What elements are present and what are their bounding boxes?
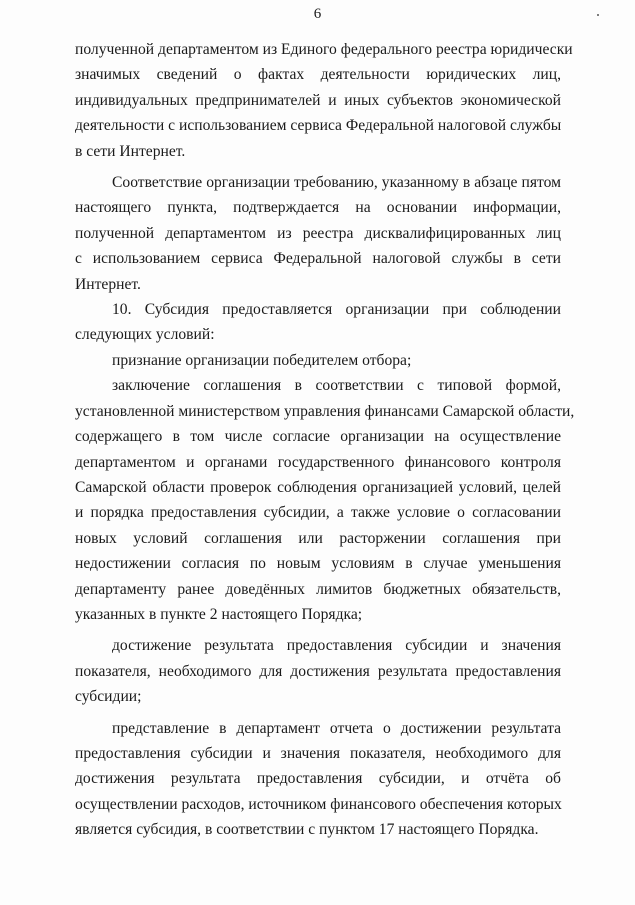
paragraph-4: [75, 348, 561, 373]
text-line: индивидуальных предпринимателей и иных субъектов экономической: [75, 91, 561, 109]
text-line: установленной министерством управления финансами Самарской области,: [75, 402, 575, 420]
text-line: признание организации победителем отбора;: [112, 351, 412, 369]
text-line: настоящего пункта, подтверждается на основании информации,: [75, 199, 561, 217]
text-line: департаменту ранее доведённых лимитов бюджетных обязательств,: [75, 580, 561, 598]
text-line: является субсидия, в соответствии с пунктом 17 настоящего Порядка.: [75, 821, 539, 839]
paragraph-2: [75, 170, 561, 297]
text-line: показателя, необходимого для достижения результата предоставления: [75, 662, 561, 680]
text-line: 10. Субсидия предоставляется организации при соблюдении: [112, 301, 561, 319]
text-line: представление в департамент отчета о достижении результата: [112, 719, 561, 737]
text-line: осуществлении расходов, источником финансового обеспечения которых: [75, 795, 562, 813]
paragraph-6: [75, 633, 561, 709]
text-line: Самарской области проверок соблюдения организацией условий, целей: [75, 478, 561, 496]
text-line: в сети Интернет.: [75, 142, 186, 160]
paragraph-5: [75, 373, 575, 627]
text-line: полученной департаментом из Единого федерального реестра юридически: [75, 41, 573, 58]
text-line: Соответствие организации требованию, указанному в абзаце пятом: [112, 174, 561, 192]
text-line: следующих условий:: [75, 326, 215, 344]
paragraph-3: [75, 297, 561, 348]
text-line: предоставления субсидии и значения показателя, необходимого для: [75, 744, 561, 762]
scan-speck: [597, 14, 599, 16]
text-line: Интернет.: [75, 275, 141, 293]
text-line: содержащего в том числе согласие организации на осуществление: [75, 428, 561, 446]
text-line: недостижении согласия по новым условиям в случае уменьшения: [75, 555, 561, 573]
text-line: достижения результата предоставления субсидии, и отчёта об: [75, 770, 561, 788]
paragraph-1: [75, 37, 573, 164]
text-line: заключение соглашения в соответствии с типовой формой,: [112, 377, 561, 395]
page-number: 6: [313, 6, 322, 22]
text-line: субсидии;: [75, 688, 142, 706]
text-line: департаментом и органами государственного финансового контроля: [75, 453, 561, 471]
text-line: новых условий соглашения или расторжении соглашения при: [75, 529, 561, 547]
text-line: и порядка предоставления субсидии, а также условие о согласовании: [75, 504, 561, 522]
text-line: значимых сведений о фактах деятельности юридических лиц,: [75, 66, 561, 84]
document-body: [75, 37, 575, 843]
text-line: достижение результата предоставления субсидии и значения: [112, 637, 561, 655]
paragraph-7: [75, 716, 561, 843]
text-line: деятельности с использованием сервиса Федеральной налоговой службы: [75, 117, 562, 135]
text-line: указанных в пункте 2 настоящего Порядка;: [75, 605, 363, 623]
text-line: с использованием сервиса Федеральной налоговой службы в сети: [75, 250, 561, 268]
text-line: полученной департаментом из реестра дисквалифицированных лиц: [75, 224, 561, 242]
